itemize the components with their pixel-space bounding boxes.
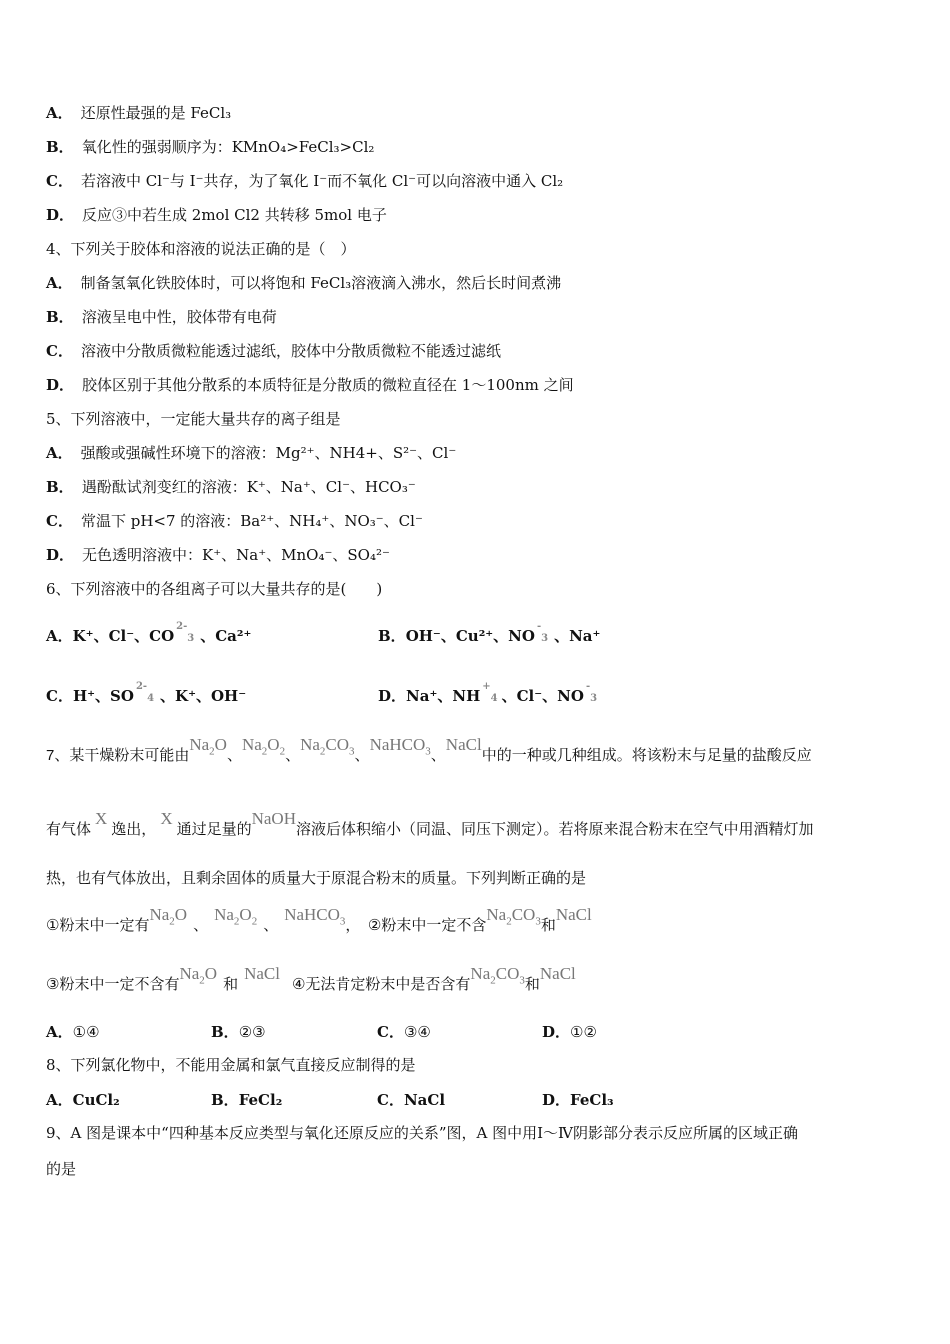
- q4-option-d: D． 胶体区别于其他分散系的本质特征是分散质的微粒直径在 1～100nm 之间: [46, 376, 574, 394]
- q7-option-c: C．③④: [377, 1023, 431, 1041]
- q5-option-b: B． 遇酚酞试剂变红的溶液：K⁺、Na⁺、Cl⁻、HCO₃⁻: [46, 478, 416, 496]
- q5-option-a: A． 强酸或强碱性环境下的溶液：Mg²⁺、NH4+、S²⁻、Cl⁻: [46, 444, 457, 462]
- q7-option-d: D．①②: [542, 1023, 597, 1041]
- q7-option-a: A．①④: [46, 1023, 100, 1041]
- q4-stem: 4、下列关于胶体和溶液的说法正确的是（ ）: [46, 240, 356, 258]
- q7-statements-1-2: ①粉末中一定有$Na_2O$、$Na_2O_2$ 、NaHCO$_3$， ②粉末中一定不含$Na_2CO_3$和NaCl: [46, 905, 592, 934]
- q3-option-c: C． 若溶液中 Cl⁻与 I⁻共存，为了氧化 I⁻而不氧化 Cl⁻可以向溶液中通入 Cl₂: [46, 172, 564, 190]
- q5-option-d: D． 无色透明溶液中：K⁺、Na⁺、MnO₄⁻、SO₄²⁻: [46, 546, 390, 564]
- q8-stem: 8、下列氯化物中，不能用金属和氯气直接反应制得的是: [46, 1056, 416, 1074]
- q9-line-2: 的是: [46, 1160, 77, 1178]
- q3-option-b: B． 氧化性的强弱顺序为：KMnO₄>FeCl₃>Cl₂: [46, 138, 375, 156]
- q6-option-b: B．OH⁻、Cu²⁺、NO-3 、Na⁺: [378, 621, 601, 645]
- q3-option-a: A． 还原性最强的是 FeCl₃: [46, 104, 232, 122]
- q7-statements-3-4: ③粉末中一定不含有$Na_2O$和NaCl④无法肯定粉末中是否含有$Na_2CO_3$和NaCl: [46, 964, 576, 993]
- q9-line-1: 9、A 图是课本中“四种基本反应类型与氧化还原反应的关系”图，A 图中用Ⅰ～Ⅳ阴影部分表示反应所属的区域正确: [46, 1124, 798, 1142]
- q5-stem: 5、下列溶液中，一定能大量共存的离子组是: [46, 410, 341, 428]
- q6-option-c: C．H⁺、$SO^{2-}4$ 、K⁺、OH⁻: [46, 681, 247, 705]
- q8-option-a: A．CuCl₂: [46, 1091, 120, 1109]
- q5-option-c: C． 常温下 pH<7 的溶液：Ba²⁺、NH₄⁺、NO₃⁻、Cl⁻: [46, 512, 423, 530]
- q3-option-d: D． 反应③中若生成 2mol Cl2 共转移 5mol 电子: [46, 206, 387, 224]
- q4-option-b: B． 溶液呈电中性，胶体带有电荷: [46, 308, 277, 326]
- q7-line-3: 热，也有气体放出，且剩余固体的质量大于原混合粉末的质量。下列判断正确的是: [46, 870, 587, 887]
- q7-option-b: B．②③: [211, 1023, 266, 1041]
- q8-option-c: C．NaCl: [377, 1091, 446, 1109]
- q4-option-a: A． 制备氢氧化铁胶体时，可以将饱和 FeCl₃溶液滴入沸水，然后长时间煮沸: [46, 274, 562, 292]
- q4-option-c: C． 溶液中分散质微粒能透过滤纸，胶体中分散质微粒不能透过滤纸: [46, 342, 501, 360]
- q7-line-1: 7、某干燥粉末可能由$Na_2O$、$Na_2O_2$、$Na_2CO_3$、NaHCO$_3$、NaCl中的一种或几种组成。将该粉末与足量的盐酸反应: [46, 735, 812, 764]
- q7-line-2: 有气体X逸出，X通过足量的NaOH溶液后体积缩小（同温、同压下测定）。若将原来混合粉末在空气中用酒精灯加: [46, 809, 814, 838]
- q6-option-d: D．Na⁺、NH+4 、Cl⁻、NO-3: [378, 681, 598, 705]
- q8-option-b: B．FeCl₂: [211, 1091, 283, 1109]
- q8-option-d: D．FeCl₃: [542, 1091, 614, 1109]
- q6-stem: 6、下列溶液中的各组离子可以大量共存的是( ): [46, 580, 383, 598]
- q6-option-a: A．K⁺、Cl⁻、$CO^{2-}3$ 、Ca²⁺: [46, 621, 252, 645]
